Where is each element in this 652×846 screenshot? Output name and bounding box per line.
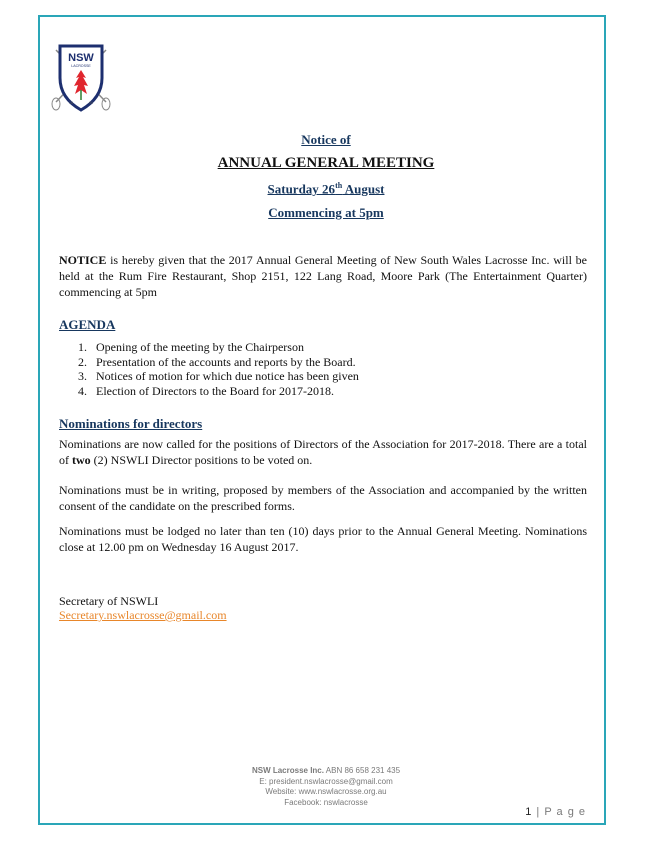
footer-website: Website: www.nswlacrosse.org.au bbox=[265, 787, 387, 796]
page-label: | P a g e bbox=[536, 806, 586, 818]
footer-org-line bbox=[0, 766, 652, 777]
notice-of-heading: Notice of bbox=[301, 132, 351, 147]
secretary-title: Secretary of NSWLI bbox=[59, 594, 159, 608]
footer bbox=[0, 766, 652, 808]
meeting-date bbox=[0, 181, 652, 197]
page-number bbox=[525, 806, 586, 818]
svg-text:90: 90 bbox=[89, 101, 93, 105]
agenda-item bbox=[78, 355, 359, 370]
page-number-value: 1 bbox=[525, 806, 533, 818]
agenda-item-text: Opening of the meeting by the Chairperson bbox=[96, 340, 304, 354]
agenda-item-text: Notices of motion for which due notice has been given bbox=[96, 369, 359, 383]
agenda-heading: AGENDA bbox=[59, 317, 116, 332]
notice-text: is hereby given that the 2017 Annual General Meeting of New South Wales Lacrosse Inc. will be held at the Rum Fire Restaurant, Shop 2151, 122 Lang Road, Moore Park (The Entertainment Quarter) commencing at 5pm bbox=[59, 253, 587, 299]
date-rest: August bbox=[342, 181, 385, 197]
agenda-item-number: 2. bbox=[78, 354, 87, 369]
nominations-paragraph-1 bbox=[59, 436, 587, 468]
footer-email: E: president.nswlacrosse@gmail.com bbox=[259, 776, 393, 786]
notice-paragraph bbox=[59, 252, 587, 300]
date-suffix: th bbox=[335, 181, 343, 190]
footer-org-name: NSW Lacrosse Inc. bbox=[251, 766, 324, 775]
meeting-time: Commencing at 5pm bbox=[268, 205, 384, 220]
agenda-item bbox=[78, 384, 359, 399]
agenda-item-text: Presentation of the accounts and reports by the Board. bbox=[96, 354, 356, 369]
agenda-item bbox=[78, 369, 359, 384]
nominations-p1-bold: two bbox=[72, 453, 91, 467]
agenda-item-number: 1. bbox=[78, 340, 87, 354]
nsw-lacrosse-logo bbox=[50, 42, 112, 116]
date-prefix: Saturday 26 bbox=[267, 181, 336, 197]
agenda-item-text: Election of Directors to the Board for 2017-2018. bbox=[96, 383, 334, 398]
secretary-email-link[interactable]: Secretary.nswlacrosse@gmail.com bbox=[59, 608, 227, 622]
agenda-item bbox=[78, 340, 359, 355]
footer-facebook: Facebook: nswlacrosse bbox=[284, 797, 368, 807]
agenda-item-number: 4. bbox=[78, 383, 87, 398]
svg-text:LACROSSE: LACROSSE bbox=[71, 64, 91, 68]
nominations-p1-a: Nominations are now called for the positions of Directors of the Association for 2017-2018. There are a total of bbox=[59, 437, 587, 467]
agenda-list bbox=[78, 340, 359, 398]
meeting-title: ANNUAL GENERAL MEETING bbox=[217, 155, 435, 171]
nominations-p1-b: (2) NSWLI Director positions to be voted on. bbox=[90, 453, 313, 467]
nominations-heading: Nominations for directors bbox=[59, 416, 203, 431]
footer-abn: ABN 86 658 231 435 bbox=[323, 766, 401, 775]
nominations-paragraph-2: Nominations must be in writing, proposed by members of the Association and accompanied by the written consent of the candidate on the prescribed forms. bbox=[59, 483, 587, 513]
svg-text:18: 18 bbox=[69, 101, 73, 105]
svg-text:NSW: NSW bbox=[68, 52, 94, 64]
agenda-item-number: 3. bbox=[78, 369, 87, 383]
notice-lead: NOTICE bbox=[59, 253, 107, 267]
nominations-paragraph-3: Nominations must be lodged no later than ten (10) days prior to the Annual General Meeting. Nominations close at 12.00 pm on Wednesday 16 August 2017. bbox=[59, 524, 587, 554]
signature-block bbox=[59, 594, 227, 622]
